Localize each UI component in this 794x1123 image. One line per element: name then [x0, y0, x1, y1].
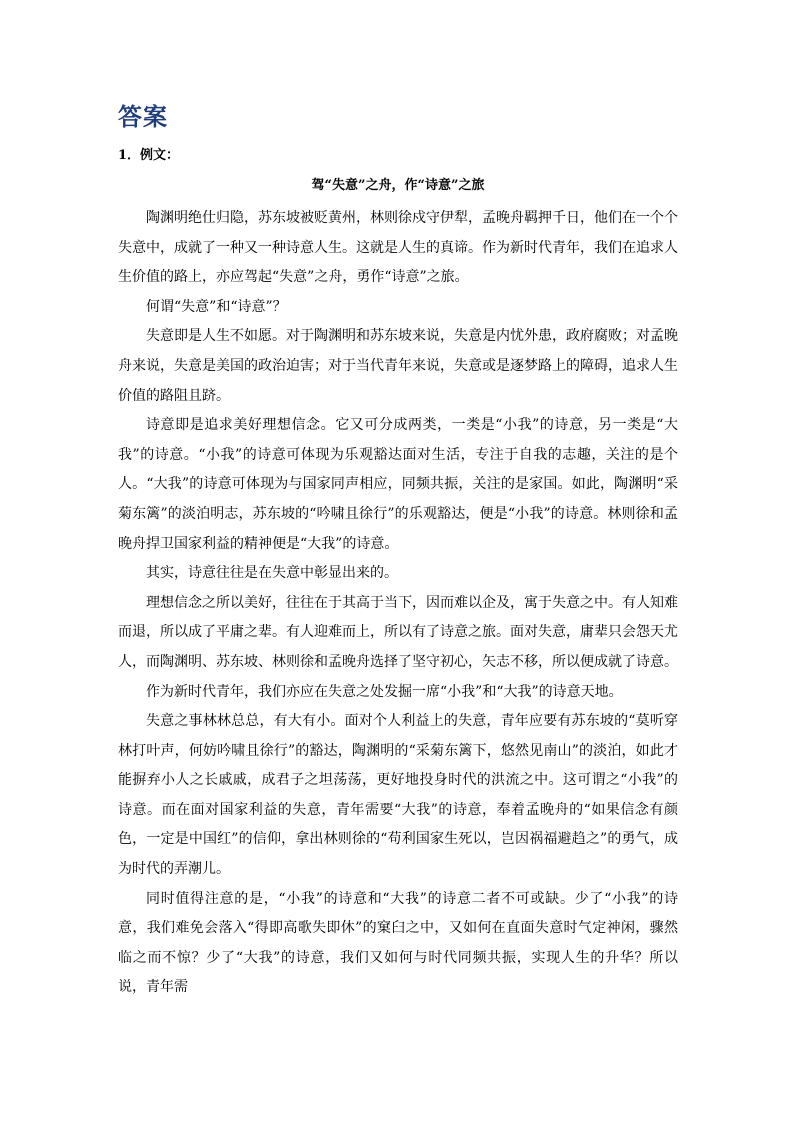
- paragraph: 陶渊明绝仕归隐，苏东坡被贬黄州，林则徐戍守伊犁，孟晚舟羁押千日，他们在一个个失意中，成就了一种又一种诗意人生。这就是人生的真谛。作为新时代青年，我们在追求人生价值的路上，亦应驾起“失意”之舟，勇作“诗意”之旅。: [118, 210, 678, 286]
- paragraph: 作为新时代青年，我们亦应在失意之处发掘一席“小我”和“大我”的诗意天地。: [146, 683, 623, 700]
- answer-heading: 答案: [118, 102, 168, 131]
- essay-title: 驾“失意”之舟，作“诗意”之旅: [311, 178, 485, 193]
- paragraph: 何谓“失意”和“诗意”？: [146, 298, 287, 315]
- question-number-label: 1．例文：: [118, 148, 180, 163]
- paragraph: 理想信念之所以美好，往往在于其高于当下，因而难以企及，寓于失意之中。有人知难而退，所以成了平庸之辈。有人迎难而上，所以有了诗意之旅。面对失意，庸辈只会怨天尤人，而陶渊明、苏东坡、林则徐和孟晚舟选择了坚守初心，矢志不移，所以便成就了诗意。: [118, 594, 678, 670]
- essay-body: [118, 204, 678, 1003]
- paragraph: 失意即是人生不如愿。对于陶渊明和苏东坡来说，失意是内忧外患，政府腐败；对孟晚舟来说，失意是美国的政治迫害；对于当代青年来说，失意或是逐梦路上的障碍，追求人生价值的路阻且跻。: [118, 328, 678, 404]
- paragraph: 其实，诗意往往是在失意中彰显出来的。: [146, 565, 398, 582]
- paragraph: 失意之事林林总总，有大有小。面对个人利益上的失意，青年应要有苏东坡的“莫听穿林打叶声，何妨吟啸且徐行”的豁达，陶渊明的“采菊东篱下，悠然见南山”的淡泊，如此才能摒弃小人之长戚戚，成君子之坦荡荡，更好地投身时代的洪流之中。这可谓之“小我”的诗意。而在面对国家利益的失意，青年需要“大我”的诗意，奉着孟晚舟的“如果信念有颜色，一定是中国红”的信仰，拿出林则徐的“苟利国家生死以，岂因祸福避趋之”的勇气，成为时代的弄潮儿。: [118, 713, 678, 878]
- paragraph: 诗意即是追求美好理想信念。它又可分成两类，一类是“小我”的诗意，另一类是“大我”的诗意。“小我”的诗意可体现为乐观豁达面对生活，专注于自我的志趣，关注的是个人。“大我”的诗意可体现为与国家同声相应，同频共振，关注的是家国。如此，陶渊明“采菊东篱”的淡泊明志，苏东坡的“吟啸且徐行”的乐观豁达，便是“小我”的诗意。林则徐和孟晚舟捍卫国家利益的精神便是“大我”的诗意。: [118, 417, 678, 552]
- paragraph: 同时值得注意的是，“小我”的诗意和“大我”的诗意二者不可或缺。少了“小我”的诗意，我们难免会落入“得即高歌失即休”的窠臼之中，又如何在直面失意时气定神闲，骤然临之而不惊？少了“大我”的诗意，我们又如何与时代同频共振，实现人生的升华？所以说，青年需: [118, 890, 678, 996]
